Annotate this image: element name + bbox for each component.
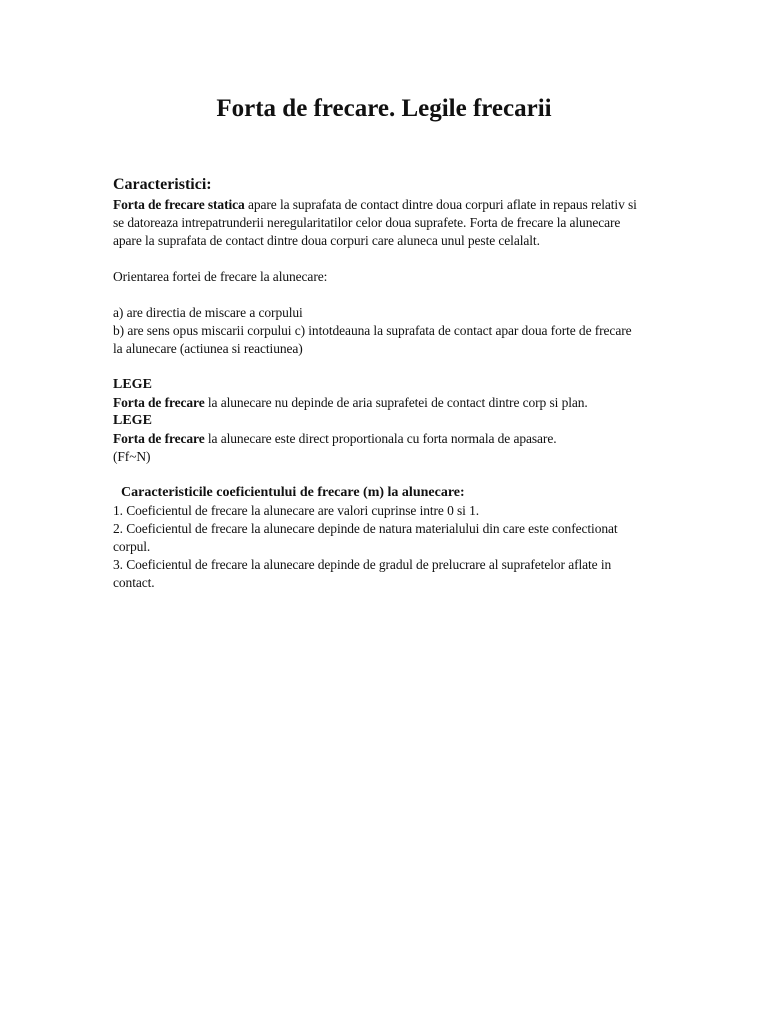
page-title: Forta de frecare. Legile frecarii bbox=[216, 95, 552, 122]
law-statement-1 bbox=[113, 394, 643, 412]
orientation-item-b: b) are sens opus miscarii corpului c) intotdeauna la suprafata de contact apar doua forte de frecare la alunecare (actiunea si reactiunea) bbox=[113, 323, 632, 356]
law-statement-2 bbox=[113, 430, 643, 448]
coef-item-1: 1. Coeficientul de frecare la alunecare are valori cuprinse intre 0 si 1. bbox=[113, 503, 480, 518]
coef-item-2: 2. Coeficientul de frecare la alunecare depinde de natura materialului din care este confectionat corpul. bbox=[113, 521, 618, 554]
law-label-1 bbox=[113, 376, 643, 394]
law-2-bold-term: Forta de frecare bbox=[113, 431, 205, 446]
law-label-2-text: LEGE bbox=[113, 413, 152, 428]
coef-heading bbox=[113, 484, 643, 502]
coef-heading-text: Caracteristicile coeficientului de frecare (m) la alunecare: bbox=[121, 485, 465, 500]
law-label-2 bbox=[113, 412, 643, 430]
intro-text: apare la suprafata de contact dintre doua corpuri aflate in repaus relativ si se datoreaza intrepatrunderii neregularitatilor celor doua suprafete. Forta de frecare la alunecare apare la suprafata de contact dintre doua corpuri care aluneca unul peste celalalt. bbox=[113, 197, 637, 248]
coef-item-3: 3. Coeficientul de frecare la alunecare depinde de gradul de prelucrare al suprafetelor aflate in contact. bbox=[113, 557, 612, 590]
orientation-label: Orientarea fortei de frecare la alunecare: bbox=[113, 269, 328, 284]
law-2-text: la alunecare este direct proportionala cu forta normala de apasare. bbox=[204, 431, 557, 446]
intro-bold-term: Forta de frecare statica bbox=[113, 197, 245, 212]
law-1-text: la alunecare nu depinde de aria suprafetei de contact dintre corp si plan. bbox=[204, 395, 588, 410]
law-1-bold-term: Forta de frecare bbox=[113, 395, 205, 410]
orientation-item-a: a) are directia de miscare a corpului bbox=[113, 305, 303, 320]
law-label-1-text: LEGE bbox=[113, 377, 152, 392]
law-2-formula: (Ff~N) bbox=[113, 449, 151, 464]
document-body bbox=[113, 174, 643, 592]
section-heading: Caracteristici: bbox=[113, 176, 212, 193]
intro-paragraph bbox=[113, 196, 643, 250]
